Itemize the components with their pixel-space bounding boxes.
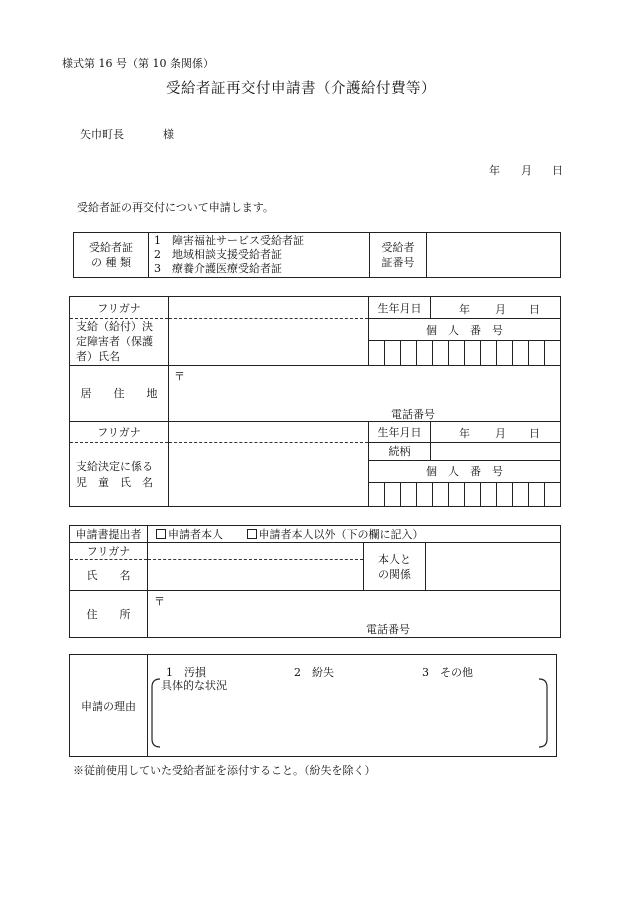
submitter-relation-field[interactable] [426, 543, 561, 591]
submitter-self-option[interactable]: 申請者本人 [156, 528, 223, 541]
recipient-phone-label: 電話番号 [391, 407, 435, 421]
submitter-furigana-label: フリガナ [70, 543, 148, 560]
cert-type-label: 受給者証 の 種 類 [74, 233, 149, 278]
cert-number-label: 受給者 証番号 [370, 233, 427, 278]
cert-type-option[interactable]: 2 地域相談支援受給者証 [154, 248, 282, 261]
submitter-table [69, 525, 561, 638]
cert-type-option[interactable]: 3 療養介護医療受給者証 [154, 262, 282, 275]
submitter-address-field[interactable] [148, 591, 561, 638]
recipient-postal-mark: 〒 [174, 369, 185, 383]
submitter-postal-mark: 〒 [154, 595, 165, 608]
child-dob-month: 月 [495, 427, 506, 441]
addressee-name: 矢巾町長 [80, 128, 124, 141]
child-dob-day: 日 [529, 427, 540, 441]
reason-table [69, 654, 557, 757]
submitter-address-label: 住 所 [70, 591, 148, 638]
reason-option-soiled[interactable]: 1 汚損 [166, 666, 206, 679]
child-name-field[interactable] [169, 443, 369, 507]
date-month-label: 月 [521, 164, 532, 177]
reason-detail-label: 具体的な状況 [161, 679, 227, 692]
submitter-phone-label: 電話番号 [366, 623, 410, 636]
intro-text: 受給者証の再交付について申請します。 [77, 201, 274, 214]
recipient-personal-number-label: 個 人 番 号 [369, 319, 561, 341]
recipient-dob-field[interactable] [431, 297, 561, 319]
reason-option-lost[interactable]: 2 紛失 [294, 666, 334, 679]
child-name-label: 支給決定に係る 児 童 氏 名 [70, 443, 169, 507]
cert-type-option[interactable]: 1 障害福祉サービス受給者証 [154, 234, 304, 247]
child-relation-field[interactable] [431, 443, 561, 460]
child-dob-field[interactable] [431, 422, 561, 443]
child-personal-number-field[interactable] [369, 482, 561, 506]
form-number: 様式第 16 号（第 10 条関係） [62, 57, 214, 70]
self-checkbox[interactable] [156, 529, 166, 539]
child-furigana-label: フリガナ [70, 422, 169, 443]
reason-detail-input[interactable] [160, 689, 538, 743]
submitter-furigana-field[interactable] [148, 543, 364, 560]
cert-type-options[interactable] [149, 233, 370, 278]
submitter-name-field[interactable] [148, 560, 364, 591]
child-dob-label: 生年月日 [369, 422, 431, 443]
submitter-other-option[interactable]: 申請者本人以外（下の欄に記入） [247, 528, 424, 541]
reason-label: 申請の理由 [70, 655, 148, 757]
submitter-options [148, 526, 561, 543]
submitter-label: 申請書提出者 [70, 526, 148, 543]
reason-field[interactable] [148, 655, 557, 757]
addressee-honorific: 様 [163, 128, 174, 141]
recipient-table [69, 296, 561, 507]
recipient-dob-month: 月 [495, 302, 506, 316]
recipient-name-label: 支給（給付）決 定障害者（保護 者）氏名 [70, 319, 169, 365]
recipient-address-field[interactable] [169, 365, 561, 422]
recipient-dob-year: 年 [459, 302, 470, 316]
child-relation-label: 続柄 [369, 443, 431, 460]
other-checkbox[interactable] [247, 529, 257, 539]
child-dob-year: 年 [459, 427, 470, 441]
recipient-dob-day: 日 [529, 302, 540, 316]
recipient-personal-number-field[interactable] [369, 341, 561, 365]
recipient-dob-label: 生年月日 [369, 297, 431, 319]
cert-type-table [73, 232, 561, 278]
recipient-address-label: 居 住 地 [70, 365, 169, 422]
reason-option-other[interactable]: 3 その他 [422, 666, 473, 679]
date-day-label: 日 [552, 164, 563, 177]
child-personal-number-label: 個 人 番 号 [369, 460, 561, 482]
recipient-furigana-label: フリガナ [70, 297, 169, 319]
child-furigana-field[interactable] [169, 422, 369, 443]
recipient-furigana-field[interactable] [169, 297, 369, 319]
page-title: 受給者証再交付申請書（介護給付費等） [166, 81, 436, 97]
submitter-relation-label: 本人と の関係 [364, 543, 426, 591]
recipient-name-field[interactable] [169, 319, 369, 365]
date-year-label: 年 [489, 164, 500, 177]
footnote: ※従前使用していた受給者証を添付すること。（紛失を除く） [73, 764, 376, 777]
cert-number-field[interactable] [427, 233, 561, 278]
submitter-name-label: 氏 名 [70, 560, 148, 591]
